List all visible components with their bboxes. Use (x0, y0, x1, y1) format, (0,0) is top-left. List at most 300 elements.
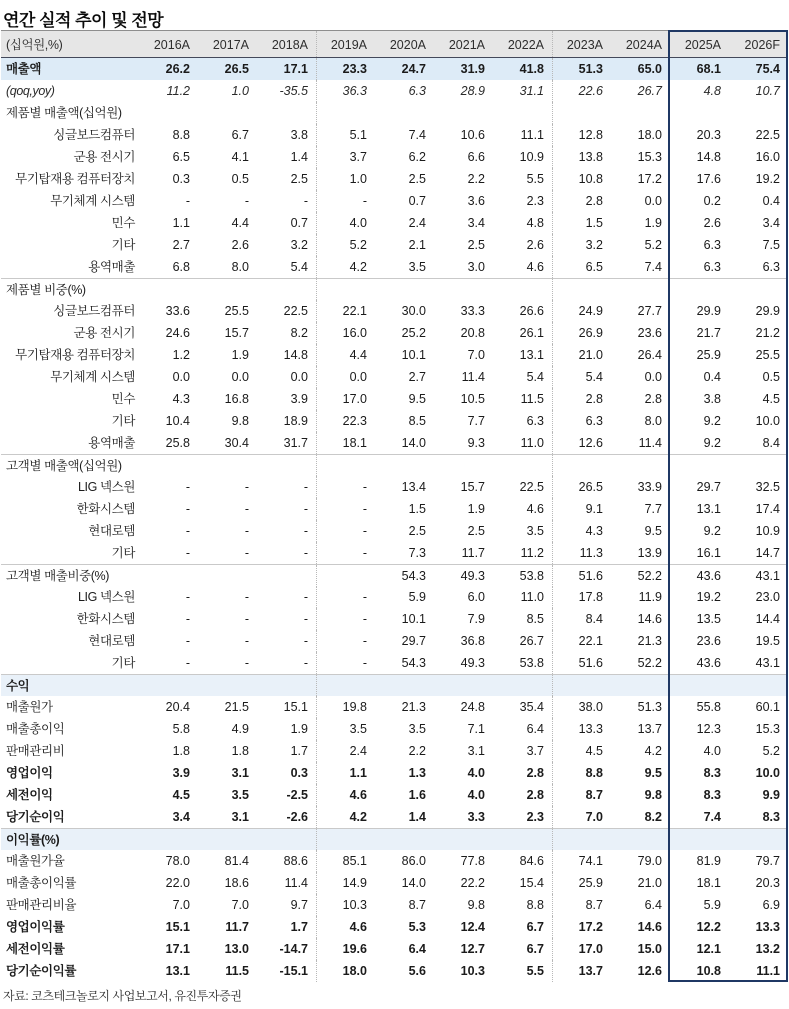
data-cell: 25.5 (224, 304, 249, 318)
row-label: 용역매출 (88, 436, 135, 450)
data-cell: 4.6 (526, 260, 544, 274)
row-label: 현대로템 (88, 634, 135, 648)
data-cell: 7.1 (467, 722, 485, 736)
data-cell: 43.6 (696, 569, 721, 583)
data-cell (316, 455, 375, 476)
row-label: 매출액 (6, 62, 42, 76)
data-cell: 5.4 (526, 370, 544, 384)
data-cell: - (316, 586, 375, 608)
data-cell (198, 279, 257, 300)
data-cell: 4.0 (703, 744, 721, 758)
data-cell: 20.3 (755, 876, 780, 890)
data-cell: 5.3 (408, 920, 426, 934)
data-cell: 36.3 (316, 80, 375, 102)
data-cell: 13.3 (755, 920, 780, 934)
data-cell: 16.0 (755, 150, 780, 164)
data-cell: 17.0 (552, 938, 611, 960)
data-cell: - (303, 480, 308, 494)
data-cell: 3.8 (703, 392, 721, 406)
data-cell: 6.7 (526, 920, 544, 934)
data-cell: - (303, 634, 308, 648)
data-cell: 49.3 (460, 656, 485, 670)
data-cell: 16.0 (316, 322, 375, 344)
data-cell: 88.6 (283, 854, 308, 868)
data-cell: 15.3 (755, 722, 780, 736)
data-cell: 14.8 (696, 150, 721, 164)
data-cell: 21.2 (755, 326, 780, 340)
data-cell: 0.2 (703, 194, 721, 208)
data-cell: - (303, 524, 308, 538)
table-row (1, 278, 788, 300)
data-cell: - (316, 630, 375, 652)
row-label: 한화시스템 (76, 612, 135, 626)
data-cell (434, 279, 493, 300)
data-cell (434, 829, 493, 850)
data-cell: 0.0 (644, 194, 662, 208)
data-cell: 5.2 (644, 238, 662, 252)
data-cell: 86.0 (401, 854, 426, 868)
data-cell: 1.8 (172, 744, 190, 758)
data-cell: 5.2 (316, 234, 375, 256)
data-cell: 20.8 (460, 326, 485, 340)
data-cell: 10.6 (460, 128, 485, 142)
data-cell (552, 279, 611, 300)
data-cell: 51.6 (552, 652, 611, 674)
data-cell: 9.2 (703, 436, 721, 450)
data-cell: 11.0 (520, 436, 544, 450)
data-cell: 8.5 (526, 612, 544, 626)
data-cell: 7.0 (231, 898, 249, 912)
data-cell: 2.8 (552, 190, 611, 212)
table-row (1, 432, 788, 454)
row-label: 매출원가 (6, 700, 53, 714)
data-cell: 2.1 (408, 238, 426, 252)
data-cell: 3.4 (172, 810, 190, 824)
data-cell: 7.3 (408, 546, 426, 560)
table-row (1, 80, 788, 102)
data-cell: 2.5 (290, 172, 308, 186)
data-cell: 19.6 (316, 938, 375, 960)
data-cell: 84.6 (519, 854, 544, 868)
data-cell: - (244, 546, 249, 560)
table-row (1, 520, 788, 542)
row-label: 용역매출 (88, 260, 135, 274)
data-cell: 17.1 (165, 942, 190, 956)
table-row (1, 212, 788, 234)
data-cell: 3.7 (316, 146, 375, 168)
data-cell: 22.1 (552, 630, 611, 652)
data-cell: 11.5 (225, 964, 249, 978)
data-cell: 2.5 (467, 524, 485, 538)
data-cell: 31.1 (519, 84, 544, 98)
data-cell: 3.9 (290, 392, 308, 406)
data-cell: 13.1 (519, 348, 544, 362)
data-cell: 3.4 (467, 216, 485, 230)
data-cell: 11.9 (638, 590, 662, 604)
data-cell: 10.7 (755, 84, 780, 98)
data-cell: 15.0 (637, 942, 662, 956)
data-cell: 1.3 (408, 766, 426, 780)
data-cell: 3.7 (526, 744, 544, 758)
data-cell: 9.7 (290, 898, 308, 912)
data-cell: 3.1 (231, 766, 249, 780)
data-cell: 11.1 (756, 964, 780, 978)
data-cell: 6.6 (467, 150, 485, 164)
data-cell: -15.1 (279, 964, 308, 978)
table-row (1, 916, 788, 938)
data-cell: - (244, 194, 249, 208)
data-cell (198, 102, 257, 124)
row-label: 매출총이익 (6, 722, 65, 736)
data-cell: 6.5 (552, 256, 611, 278)
data-cell: 79.7 (755, 854, 780, 868)
data-cell: 6.3 (703, 238, 721, 252)
table-row (1, 652, 788, 674)
data-cell: 14.6 (637, 612, 662, 626)
data-cell: 43.1 (755, 656, 780, 670)
data-cell (139, 279, 198, 300)
data-cell: 4.8 (526, 216, 544, 230)
row-label: 제품별 비중(%) (6, 283, 86, 297)
data-cell: 7.0 (467, 348, 485, 362)
data-cell: 0.0 (316, 366, 375, 388)
data-cell: 29.7 (401, 634, 426, 648)
data-cell: 2.4 (316, 740, 375, 762)
data-cell: 5.9 (408, 590, 426, 604)
data-cell: 1.5 (408, 502, 426, 516)
data-cell: 11.5 (520, 392, 544, 406)
data-cell: 30.0 (401, 304, 426, 318)
data-cell: 52.2 (637, 569, 662, 583)
data-cell: 29.9 (755, 304, 780, 318)
data-cell: 75.4 (755, 62, 780, 76)
data-cell: 3.5 (231, 788, 249, 802)
data-cell: 8.3 (703, 788, 721, 802)
data-cell: 12.4 (460, 920, 485, 934)
data-cell (611, 102, 670, 124)
data-cell: 14.0 (401, 876, 426, 890)
data-cell: 9.1 (552, 498, 611, 520)
data-cell: 8.3 (703, 766, 721, 780)
data-cell: 17.6 (696, 172, 721, 186)
data-cell (257, 102, 316, 124)
data-cell (434, 675, 493, 696)
data-cell: 41.8 (519, 62, 544, 76)
data-cell: 4.0 (316, 212, 375, 234)
data-cell: 19.5 (755, 634, 780, 648)
row-label: 매출총이익률 (6, 876, 77, 890)
data-cell: 13.0 (224, 942, 249, 956)
row-label: 영업이익 (6, 766, 53, 780)
data-cell: 17.8 (552, 586, 611, 608)
table-row (1, 696, 788, 718)
column-header: 2016A (153, 38, 190, 52)
data-cell: 19.8 (316, 696, 375, 718)
data-cell: 22.5 (283, 304, 308, 318)
data-cell: 4.6 (526, 502, 544, 516)
data-cell: 5.4 (552, 366, 611, 388)
data-cell: 3.6 (467, 194, 485, 208)
data-cell: 1.0 (316, 168, 375, 190)
data-cell: 1.6 (408, 788, 426, 802)
data-cell (611, 455, 670, 476)
data-cell (493, 829, 552, 850)
row-label: 군용 전시기 (73, 150, 135, 164)
data-cell: 2.2 (408, 744, 426, 758)
data-cell: 17.0 (316, 388, 375, 410)
data-cell: 0.3 (172, 172, 190, 186)
data-cell: 26.6 (519, 304, 544, 318)
data-cell (552, 455, 611, 476)
data-cell: 5.9 (703, 898, 721, 912)
data-cell: 0.3 (290, 766, 308, 780)
row-label: 무기탑재용 컴퓨터장치 (15, 172, 135, 186)
data-cell: 10.9 (755, 524, 780, 538)
data-cell: 4.2 (316, 256, 375, 278)
data-cell: 11.0 (520, 590, 544, 604)
data-cell: 35.4 (519, 700, 544, 714)
data-cell: 6.5 (172, 150, 190, 164)
data-cell (729, 675, 788, 696)
data-cell: 26.4 (637, 348, 662, 362)
data-cell (257, 279, 316, 300)
data-cell: 10.3 (460, 964, 485, 978)
data-cell: 3.4 (762, 216, 780, 230)
data-cell: 1.9 (231, 348, 249, 362)
data-cell: - (244, 502, 249, 516)
data-cell: 15.7 (460, 480, 485, 494)
table-row (1, 498, 788, 520)
data-cell: 6.2 (408, 150, 426, 164)
data-cell: 9.5 (408, 392, 426, 406)
data-cell: 12.6 (637, 964, 662, 978)
data-cell: 12.3 (696, 722, 721, 736)
data-cell: 53.8 (519, 569, 544, 583)
column-header-unit: (십억원,%) (6, 38, 63, 52)
data-cell (139, 829, 198, 850)
data-cell (670, 675, 729, 696)
data-cell: 4.3 (172, 392, 190, 406)
table-row (1, 740, 788, 762)
data-cell: 9.2 (703, 414, 721, 428)
data-cell: 14.0 (401, 436, 426, 450)
data-cell: 2.8 (644, 392, 662, 406)
data-cell: 5.2 (762, 744, 780, 758)
data-cell (670, 455, 729, 476)
data-cell: 26.9 (552, 322, 611, 344)
data-cell (729, 455, 788, 476)
table-row (1, 58, 788, 80)
data-cell (198, 565, 257, 587)
data-cell: 9.8 (644, 788, 662, 802)
data-cell: 7.7 (467, 414, 485, 428)
data-cell: - (244, 656, 249, 670)
data-cell: -2.6 (286, 810, 308, 824)
data-cell (316, 829, 375, 850)
data-cell: 2.6 (703, 216, 721, 230)
data-cell: 13.7 (552, 960, 611, 982)
data-cell: 30.4 (224, 436, 249, 450)
data-cell: 28.9 (460, 84, 485, 98)
data-cell: 78.0 (165, 854, 190, 868)
data-cell: 9.3 (467, 436, 485, 450)
data-cell: 4.5 (762, 392, 780, 406)
data-cell (139, 565, 198, 587)
data-cell: 22.5 (755, 128, 780, 142)
row-label: 민수 (111, 216, 135, 230)
row-label: (qoq,yoy) (6, 84, 55, 98)
data-cell: 9.9 (762, 788, 780, 802)
data-cell: 23.0 (755, 590, 780, 604)
row-label: 현대로템 (88, 524, 135, 538)
data-cell: 51.3 (637, 700, 662, 714)
row-label: 무기체계 시스템 (50, 370, 135, 384)
data-cell: 26.5 (224, 62, 249, 76)
data-cell: 16.8 (224, 392, 249, 406)
data-cell: 3.3 (467, 810, 485, 824)
data-cell: 17.1 (283, 62, 308, 76)
data-cell: 12.8 (552, 124, 611, 146)
data-cell: 15.1 (165, 920, 190, 934)
row-label: 민수 (111, 392, 135, 406)
data-cell: 85.1 (316, 850, 375, 872)
data-cell: 29.7 (696, 480, 721, 494)
data-cell (139, 102, 198, 124)
data-cell: 14.4 (755, 612, 780, 626)
data-cell: 25.9 (696, 348, 721, 362)
data-cell (493, 102, 552, 124)
table-row (1, 344, 788, 366)
column-header: 2019A (316, 31, 375, 59)
data-cell: - (316, 520, 375, 542)
data-cell: 24.6 (165, 326, 190, 340)
data-cell: 3.1 (467, 744, 485, 758)
data-cell: 18.0 (316, 960, 375, 982)
data-cell: 0.0 (231, 370, 249, 384)
table-row (1, 190, 788, 212)
data-cell: 5.5 (526, 964, 544, 978)
data-cell: 0.7 (408, 194, 426, 208)
table-row (1, 564, 788, 586)
data-cell: 14.8 (283, 348, 308, 362)
table-row (1, 388, 788, 410)
data-cell: 14.7 (755, 546, 780, 560)
row-label: 기타 (111, 546, 135, 560)
page-title: 연간 실적 추이 및 전망 (3, 11, 164, 30)
data-cell: 15.7 (224, 326, 249, 340)
data-cell: 4.4 (231, 216, 249, 230)
data-cell (434, 102, 493, 124)
data-cell: 6.9 (762, 898, 780, 912)
data-cell: 4.6 (316, 916, 375, 938)
row-label: 당기순이익률 (6, 964, 77, 978)
data-cell: 10.0 (755, 414, 780, 428)
data-cell: 4.0 (467, 788, 485, 802)
data-cell: 16.1 (696, 546, 721, 560)
data-cell: 4.4 (316, 344, 375, 366)
data-cell: 6.4 (526, 722, 544, 736)
data-cell: 8.2 (290, 326, 308, 340)
data-cell (552, 675, 611, 696)
data-cell: 51.6 (552, 565, 611, 587)
row-label: 영업이익률 (6, 920, 65, 934)
data-cell (670, 279, 729, 300)
data-cell: 18.1 (316, 432, 375, 454)
data-cell: 11.7 (461, 546, 485, 560)
data-cell: 9.5 (644, 766, 662, 780)
data-cell: 33.3 (460, 304, 485, 318)
data-cell: 5.8 (172, 722, 190, 736)
data-cell: 23.3 (316, 58, 375, 80)
data-cell: 7.4 (703, 810, 721, 824)
data-cell: 0.5 (762, 370, 780, 384)
data-cell: 6.7 (231, 128, 249, 142)
data-cell: 8.7 (408, 898, 426, 912)
data-cell (316, 279, 375, 300)
data-cell: 4.0 (467, 766, 485, 780)
data-cell: 1.1 (172, 216, 190, 230)
row-label: 이익률(%) (6, 833, 60, 847)
data-cell: 21.0 (637, 876, 662, 890)
table-row (1, 608, 788, 630)
data-cell: 11.2 (166, 84, 190, 98)
table-row (1, 586, 788, 608)
data-cell (375, 102, 434, 124)
data-cell: 27.7 (637, 304, 662, 318)
data-cell: 21.0 (552, 344, 611, 366)
data-cell: 26.7 (637, 84, 662, 98)
table-row (1, 894, 788, 916)
data-cell: 10.4 (165, 414, 190, 428)
data-cell: 6.3 (526, 414, 544, 428)
table-row (1, 300, 788, 322)
column-header: 2026F (744, 38, 780, 52)
data-cell (198, 829, 257, 850)
data-cell: 33.9 (637, 480, 662, 494)
data-cell: 22.2 (460, 876, 485, 890)
data-cell: 49.3 (460, 569, 485, 583)
data-cell: 23.6 (696, 634, 721, 648)
row-label: 무기체계 시스템 (50, 194, 135, 208)
data-cell: 43.6 (696, 656, 721, 670)
data-cell (139, 455, 198, 476)
data-cell: - (316, 498, 375, 520)
data-cell: 22.1 (316, 300, 375, 322)
data-cell: 3.1 (231, 810, 249, 824)
row-label: 세전이익률 (6, 942, 65, 956)
data-cell: 2.3 (526, 194, 544, 208)
row-label: 싱글보드컴퓨터 (53, 304, 135, 318)
data-cell (611, 829, 670, 850)
data-cell: - (185, 194, 190, 208)
table-row (1, 168, 788, 190)
data-cell: 74.1 (552, 850, 611, 872)
data-cell: 7.5 (762, 238, 780, 252)
row-label: 기타 (111, 656, 135, 670)
data-cell (316, 675, 375, 696)
data-cell: 13.8 (552, 146, 611, 168)
data-cell: 1.0 (231, 84, 249, 98)
table-row (1, 806, 788, 828)
data-cell: 21.3 (401, 700, 426, 714)
table-row (1, 256, 788, 278)
data-cell: - (185, 612, 190, 626)
data-cell (611, 279, 670, 300)
table-row (1, 476, 788, 498)
data-cell: 60.1 (755, 700, 780, 714)
data-cell: 2.7 (408, 370, 426, 384)
row-label: 무기탑재용 컴퓨터장치 (15, 348, 135, 362)
